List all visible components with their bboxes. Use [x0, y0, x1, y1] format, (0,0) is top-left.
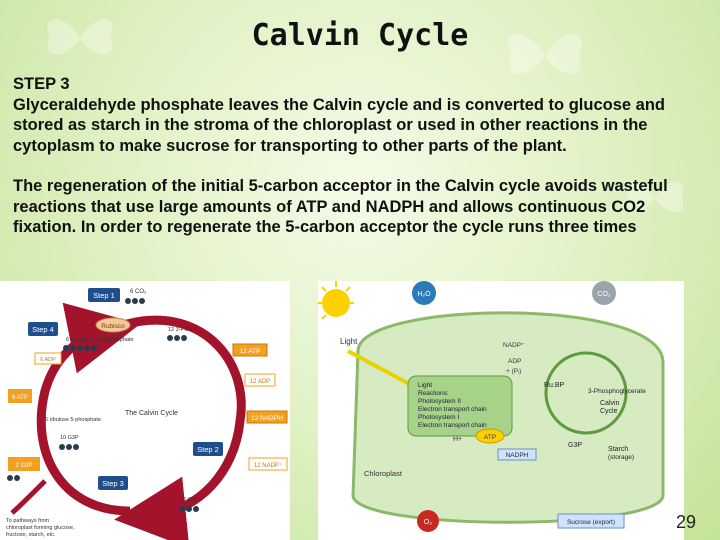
g3p12-label: 12 G3P [180, 497, 199, 503]
paragraph-step3: Glyceraldehyde phosphate leaves the Calvin cycle and is converted to glucose and stored as starch in the stroma of the chloroplast or used in other reactions in the cytoplasm to make sucrose for transporting to other parts of the plant. [13, 95, 665, 155]
adp12-label: 12 ADP [249, 379, 271, 385]
svg-text:Cycle: Cycle [600, 408, 618, 415]
step2-label: Step 2 [197, 445, 219, 454]
atp6-label: 6 ATP [12, 395, 28, 401]
pga-label: 12 3-PGA [168, 327, 193, 333]
cycle-center-label: The Calvin Cycle [125, 410, 178, 417]
svg-text:Electron transport chain: Electron transport chain [418, 406, 487, 413]
exit-label: fructose, starch, etc. [6, 532, 56, 538]
slide-title: Calvin Cycle [251, 18, 469, 53]
svg-text:Starch: Starch [608, 446, 629, 453]
sun-icon [322, 289, 350, 317]
co2-label: 6 CO₂ [130, 289, 147, 295]
photosynthesis-overview-diagram [318, 281, 684, 540]
svg-text:Calvin: Calvin [600, 400, 620, 407]
g3p2-label: 2 G3P [15, 463, 33, 469]
svg-text:NADPH: NADPH [505, 452, 529, 459]
svg-text:(storage): (storage) [608, 454, 635, 461]
svg-text:Chloroplast: Chloroplast [364, 469, 402, 478]
svg-text:Photosystem II: Photosystem II [418, 398, 461, 405]
calvin-cycle-diagram [0, 281, 290, 540]
slide-body [13, 74, 713, 238]
svg-text:Light: Light [418, 382, 433, 389]
rubp-label: 6 ribulose 1,5-bisphosphate [66, 337, 134, 343]
step1-label: Step 1 [93, 291, 115, 300]
svg-text:Ru.BP: Ru.BP [544, 382, 565, 389]
g3p10-label: 10 G3P [60, 435, 79, 441]
step-heading: STEP 3 [13, 75, 70, 93]
svg-text:+ (Pᵢ): + (Pᵢ) [506, 368, 522, 375]
svg-text:Sucrose (export): Sucrose (export) [566, 519, 616, 526]
svg-text:H+: H+ [453, 436, 463, 443]
exit-label: chloroplast forming glucose, [6, 525, 75, 531]
svg-text:Photosystem I: Photosystem I [418, 414, 460, 421]
paragraph-regeneration: The regeneration of the initial 5-carbon acceptor in the Calvin cycle avoids wasteful reactions that use large amounts of ATP and NADPH and allows continuous CO2 fixation. In order to regenerate the 5-carbon acceptor the cycle runs three times [13, 177, 668, 236]
atp12-label: 12 ATP [239, 348, 261, 355]
svg-text:O₂: O₂ [423, 519, 433, 526]
step3-label: Step 3 [102, 479, 124, 488]
svg-text:3-Phosphoglycerate: 3-Phosphoglycerate [588, 388, 646, 395]
cycle-arrow [120, 320, 241, 516]
light-label: Light [340, 337, 358, 346]
svg-text:Electron transport chain: Electron transport chain [418, 422, 487, 429]
svg-text:ATP: ATP [483, 434, 497, 441]
rubisco-label: Rubisco [101, 323, 125, 330]
svg-text:CO₂: CO₂ [597, 291, 611, 298]
step4-label: Step 4 [32, 325, 54, 334]
nadp12-label: 12 NADP⁺ [253, 463, 283, 469]
svg-text:H₂O: H₂O [417, 291, 431, 298]
svg-text:Reactions:: Reactions: [418, 390, 449, 397]
exit-label: To pathways from [6, 518, 50, 524]
svg-text:G3P: G3P [568, 442, 583, 449]
exit-arrow [12, 481, 45, 513]
adp6-label: 6 ADP [40, 357, 56, 363]
svg-text:NADP⁺: NADP⁺ [503, 342, 525, 349]
svg-text:ADP: ADP [508, 358, 522, 365]
page-number: 29 [675, 512, 696, 532]
r5p-label: 6 ribulose 5-phosphate [45, 417, 101, 423]
nadph12-label: 12 NADPH [251, 415, 283, 422]
